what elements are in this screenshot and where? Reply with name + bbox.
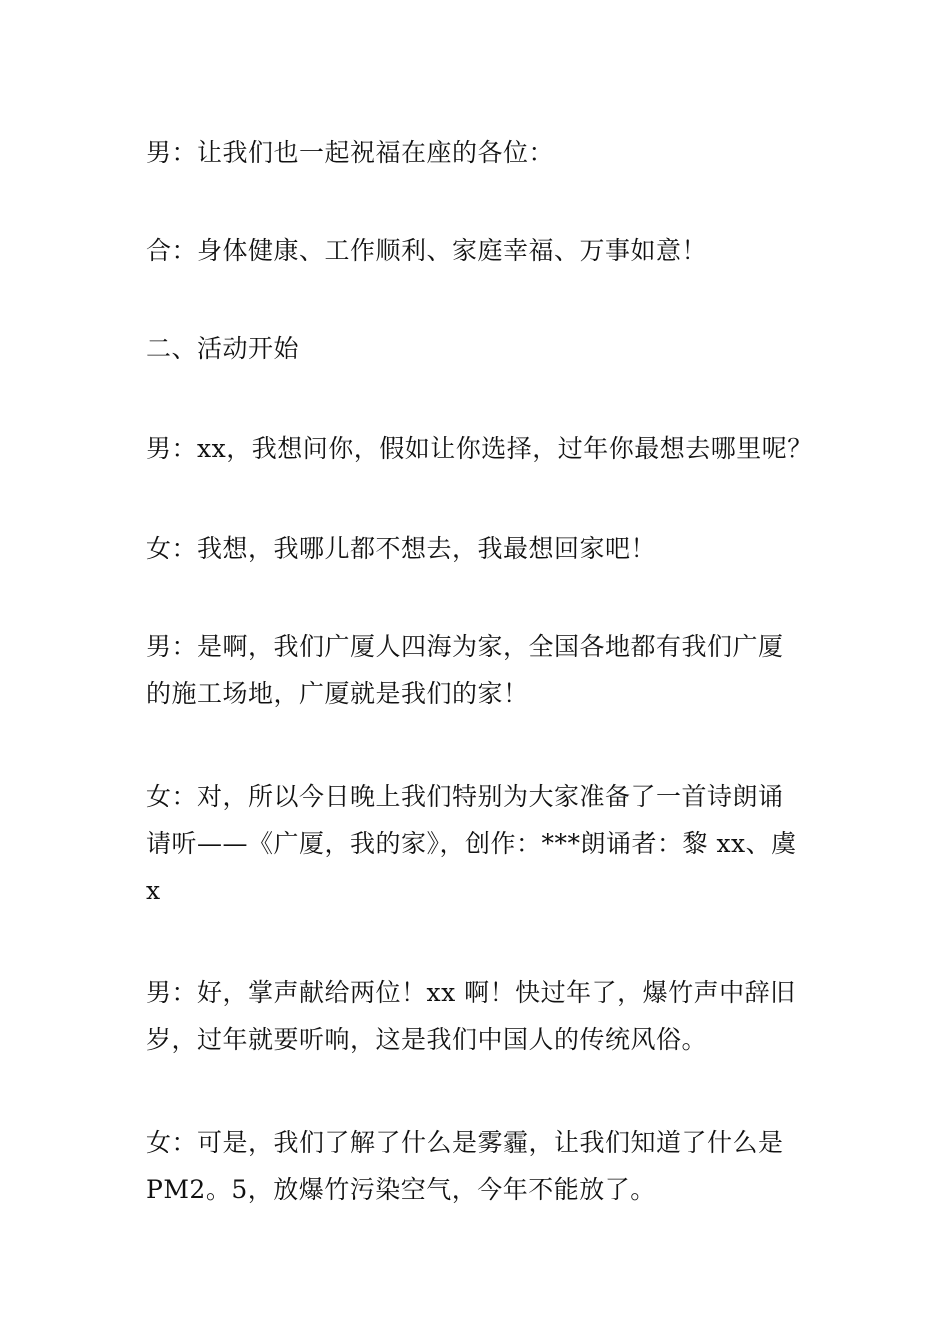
- text-line: x: [146, 876, 161, 905]
- text-line: 男：好，掌声献给两位！xx 啊！快过年了，爆竹声中辞旧: [146, 978, 796, 1007]
- section-heading: [146, 325, 810, 372]
- paragraph: [146, 425, 813, 472]
- paragraph: [146, 1119, 810, 1213]
- text-line: 男：xx，我想问你，假如让你选择，过年你最想去哪里呢？: [146, 434, 813, 463]
- paragraph: [146, 969, 810, 1063]
- text-line: 岁，过年就要听响，这是我们中国人的传统风俗。: [146, 1025, 708, 1054]
- paragraph: [146, 773, 810, 914]
- paragraph: [146, 227, 810, 274]
- text-line: 的施工场地，广厦就是我们的家！: [146, 679, 529, 708]
- paragraph: [146, 129, 810, 176]
- text-line: 男：是啊，我们广厦人四海为家，全国各地都有我们广厦: [146, 632, 784, 661]
- paragraph: [146, 525, 810, 572]
- text-line: 二、活动开始: [146, 334, 300, 363]
- paragraph: [146, 623, 810, 717]
- text-line: 男：让我们也一起祝福在座的各位：: [146, 138, 555, 167]
- text-line: PM2。5，放爆竹污染空气，今年不能放了。: [146, 1175, 656, 1204]
- text-line: 女：可是，我们了解了什么是雾霾，让我们知道了什么是: [146, 1128, 784, 1157]
- text-line: 请听——《广厦，我的家》，创作：***朗诵者：黎 xx、虞: [146, 829, 797, 858]
- text-line: 女：我想，我哪儿都不想去，我最想回家吧！: [146, 534, 657, 563]
- text-line: 女：对，所以今日晚上我们特别为大家准备了一首诗朗诵: [146, 782, 784, 811]
- text-line: 合：身体健康、工作顺利、家庭幸福、万事如意！: [146, 236, 708, 265]
